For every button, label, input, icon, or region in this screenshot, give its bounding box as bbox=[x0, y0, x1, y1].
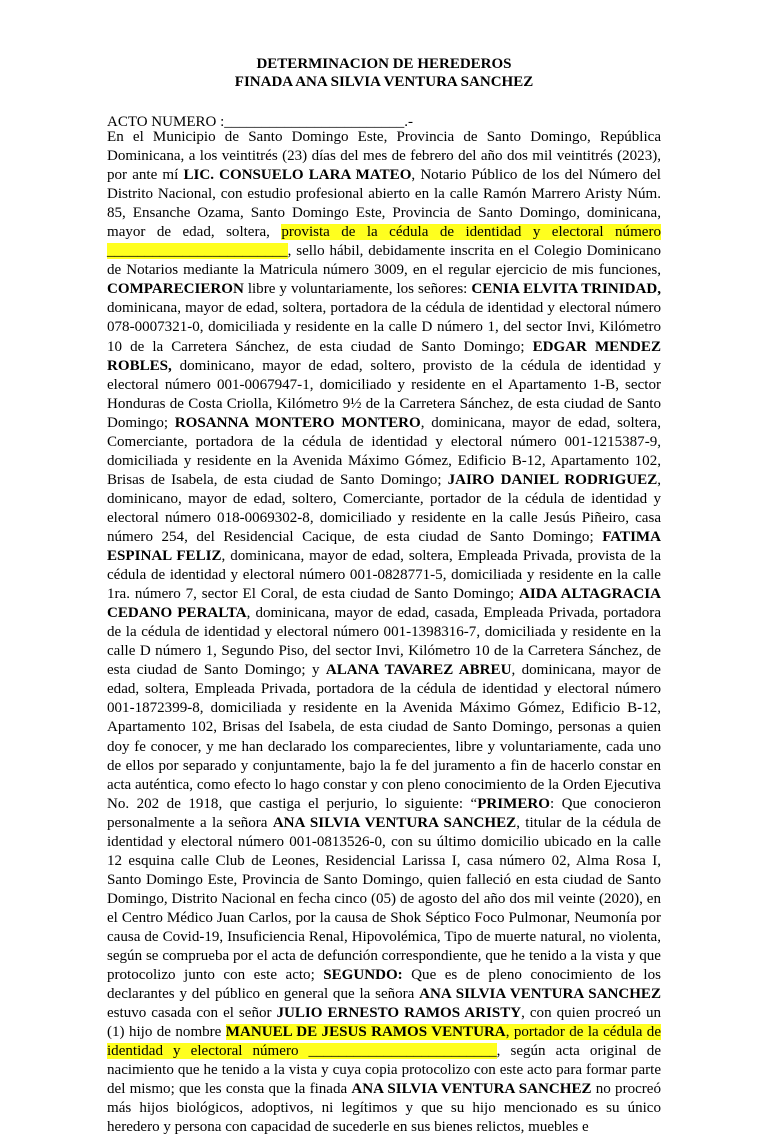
document-subtitle: FINADA ANA SILVIA VENTURA SANCHEZ bbox=[234, 74, 534, 90]
highlighted-text: , portador de la cédula de identidad y electoral número _________________________ bbox=[107, 1024, 662, 1060]
body-text-run: , dominicana, mayor de edad, soltera, Comerciante, portadora de la cédula de identidad y electoral número 001-1215387-9, domiciliada y residente en la Avenida Máximo Gómez, Edificio B-12, Apartamento 102, Brisas de Isabela, de esta ciudad de Santo Domingo; bbox=[107, 414, 661, 488]
bold-name: COMPARECIERON bbox=[107, 281, 244, 298]
bold-name: FATIMA ESPINAL FELIZ bbox=[107, 528, 661, 565]
bold-name: ALANA TAVAREZ ABREU bbox=[325, 662, 512, 679]
body-text-run: , dominicana, mayor de edad, soltera, Empleada Privada, provista de la cédula de identidad y electoral número 001-0828771-5, domiciliada y residente en la calle 1ra. número 7, sector El Coral, de esta ciudad de Santo Domingo; bbox=[107, 548, 661, 603]
bold-name: ANA SILVIA VENTURA SANCHEZ bbox=[351, 1081, 592, 1098]
body-text-run: libre y voluntariamente, los señores: bbox=[243, 281, 472, 298]
acto-numero-line: ACTO NUMERO :________________________.- bbox=[107, 114, 413, 130]
bold-name: ROSANNA MONTERO MONTERO bbox=[174, 414, 421, 431]
body-text-run: , con quien procreó un (1) hijo de nombre bbox=[107, 1005, 661, 1041]
highlighted-bold-name: MANUEL DE JESUS RAMOS VENTURA bbox=[225, 1024, 506, 1041]
body-text-run: no procreó más hijos biológicos, adoptivos, ni legítimos y que su hijo mencionado es su único heredero y persona con capacidad de sucederle en sus bienes relictos, muebles e bbox=[107, 1081, 661, 1136]
body-text-run: , según acta original de nacimiento que he tenido a la vista y cuya copia protocolizo con este acto para formar parte del mismo; que les consta que la finada bbox=[107, 1043, 661, 1098]
bold-name: JAIRO DANIEL RODRIGUEZ bbox=[447, 471, 658, 488]
bold-name: LIC. CONSUELO LARA MATEO bbox=[183, 167, 412, 184]
bold-name: CENIA ELVITA TRINIDAD, bbox=[471, 281, 661, 298]
body-text-run: , dominicana, mayor de edad, soltera, Empleada Privada, portadora de la cédula de identidad y electoral número 001-1872399-8, domiciliada y residente en la Avenida Máximo Gómez, Edificio B-12, Apartamento 102, Brisas del Isabela, de esta ciudad de Santo Domingo, personas a quien doy fe conocer, y me han declarado los comparecientes, libre y voluntariamente, cada uno de ellos por separado y conjuntamente, bajo la fe del juramento a fin de hacerlo constar en acta auténtica, como efecto lo hago constar y con pleno conocimiento de la Orden Ejecutiva No. 202 de 1918, que castiga el perjurio, lo siguiente: “ bbox=[107, 662, 661, 812]
bold-name: EDGAR MENDEZ ROBLES, bbox=[107, 338, 661, 374]
body-text-run: : Que conocieron personalmente a la señora bbox=[107, 795, 661, 831]
body-text-run: dominicano, mayor de edad, soltero, provisto de la cédula de identidad y electoral número 001-0067947-1, domiciliado y residente en el Apartamento 1-B, sector Honduras de Costa Criolla, Kilómetro 9½ de la Carretera Sánchez, de esta ciudad de Santo Domingo; bbox=[107, 357, 661, 431]
bold-name: JULIO ERNESTO RAMOS ARISTY bbox=[276, 1005, 522, 1022]
bold-name: AIDA ALTAGRACIA CEDANO PERALTA bbox=[107, 586, 661, 622]
body-text-run: , sello hábil, debidamente inscrita en el Colegio Dominicano de Notarios mediante la Matricula número 3009, en el regular ejercicio de mis funciones, bbox=[107, 243, 661, 279]
body-text-run: En el Municipio de Santo Domingo Este, Provincia de Santo Domingo, República Dominicana, a los veintitrés (23) días del mes de febrero del año dos mil veintitrés (2023), por ante mí bbox=[107, 129, 661, 184]
body-text-run: , dominicano, mayor de edad, soltero, Comerciante, portador de la cédula de identidad y electoral número 018-0069302-8, domiciliado y residente en la calle Jesús Piñeiro, casa número 254, del Residencial Cacique, de esta ciudad de Santo Domingo; bbox=[107, 471, 661, 545]
body-text-run: , Notario Público de los del Número del Distrito Nacional, con estudio profesional abierto en la calle Ramón Marrero Aristy Núm. 85, Ensanche Ozama, Santo Domingo Este, Provincia de Santo Domingo, dominicana, mayor de edad, soltera, bbox=[107, 167, 661, 241]
bold-name: ANA SILVIA VENTURA SANCHEZ bbox=[419, 986, 661, 1003]
highlighted-text: provista de la cédula de identidad y electoral número ________________________ bbox=[107, 224, 661, 260]
body-text-run: dominicana, mayor de edad, soltera, portadora de la cédula de identidad y electoral número 078-0007321-0, domiciliada y residente en la calle D número 1, del sector Invi, Kilómetro 10 de la Carretera Sánchez, de esta ciudad de Santo Domingo; bbox=[107, 300, 661, 355]
body-text-run: , titular de la cédula de identidad y electoral número 001-0813526-0, con su último domicilio ubicado en la calle 12 esquina calle Club de Leones, Residencial Larissa I, casa número 02, Alma Rosa I, Santo Domingo Este, Provincia de Santo Domingo, quien falleció en esta ciudad de Santo Domingo, Distrito Nacional en fecha cinco (05) de agosto del año dos mil veinte (2020), en el Centro Médico Juan Carlos, por la causa de Shok Séptico Foco Pulmonar, Neumonía por causa de Covid-19, Insuficiencia Renal, Hipovolémica, Tipo de muerte natural, no violenta, según se comprueba por el acta de defunción correspondiente, que he tenido a la vista y que protocolizo junto con este acto; bbox=[107, 814, 661, 984]
bold-name: SEGUNDO: bbox=[323, 967, 403, 984]
body-text-run: , dominicana, mayor de edad, casada, Empleada Privada, portadora de la cédula de identidad y electoral número 001-1398316-7, domiciliada y residente en la calle D número 1, Segundo Piso, del sector Invi, Kilómetro 10 de la Carretera Sánchez, de esta ciudad de Santo Domingo; y bbox=[107, 605, 662, 679]
document-body-paragraph bbox=[107, 128, 661, 1137]
body-text-run: estuvo casada con el señor bbox=[107, 1005, 277, 1022]
body-text-run: Que es de pleno conocimiento de los declarantes y del público en general que la señora bbox=[107, 967, 661, 1003]
document-title: DETERMINACION DE HEREDEROS bbox=[256, 56, 512, 72]
bold-name: PRIMERO bbox=[477, 795, 550, 812]
bold-name: ANA SILVIA VENTURA SANCHEZ bbox=[272, 814, 517, 831]
